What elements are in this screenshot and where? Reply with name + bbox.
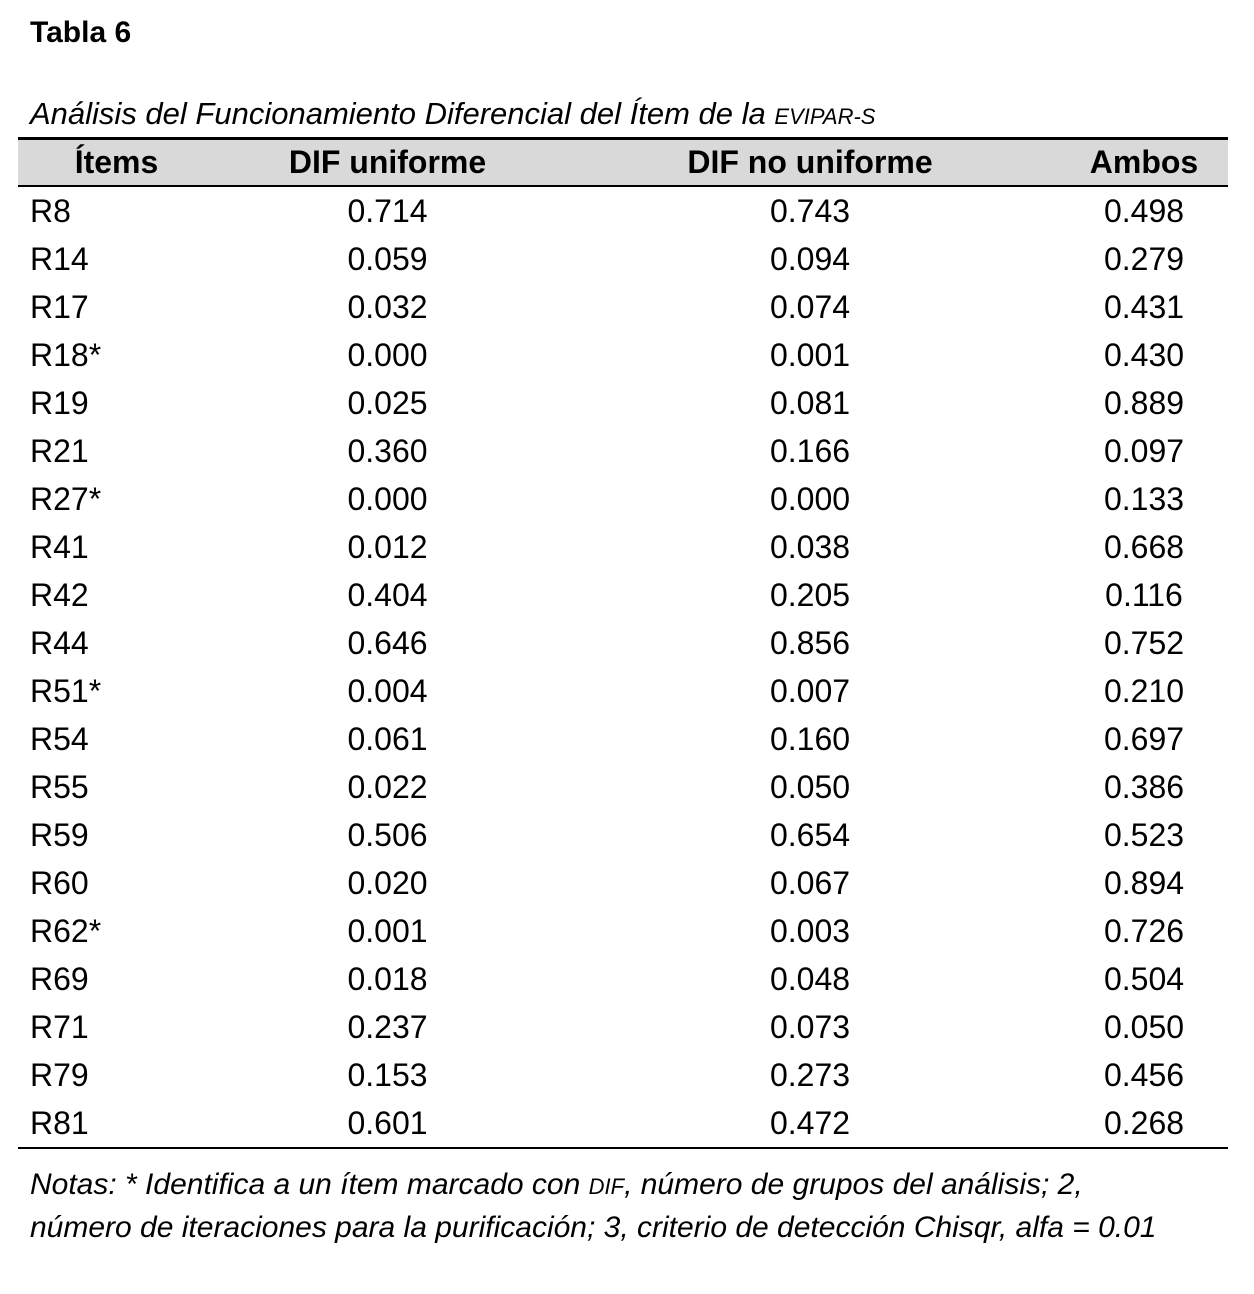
notes-acronym: DIF: [588, 1174, 625, 1199]
cell-dif-no-uniforme: 0.205: [769, 577, 851, 613]
table-row: [18, 859, 1228, 907]
cell-dif-no-uniforme: 0.007: [769, 673, 851, 709]
table-row: [18, 571, 1228, 619]
cell-dif-uniforme: 0.237: [347, 1009, 428, 1045]
cell-item: R81: [30, 1105, 89, 1141]
cell-item: R14: [30, 241, 89, 277]
cell-dif-no-uniforme: 0.160: [769, 721, 851, 757]
cell-dif-no-uniforme: 0.050: [769, 769, 851, 805]
cell-item: R18*: [30, 337, 102, 373]
header-dif-no-uniforme: DIF no uniforme: [687, 144, 933, 180]
table-row: [18, 235, 1228, 283]
cell-item: R8: [30, 193, 71, 229]
table-row: [18, 715, 1228, 763]
cell-dif-uniforme: 0.018: [347, 961, 428, 997]
cell-dif-no-uniforme: 0.743: [769, 193, 851, 229]
cell-dif-uniforme: 0.601: [347, 1105, 428, 1141]
cell-dif-uniforme: 0.506: [347, 817, 428, 853]
table-row: [18, 1051, 1228, 1099]
table-row: [18, 667, 1228, 715]
table-row: [18, 379, 1228, 427]
cell-item: R71: [30, 1009, 89, 1045]
cell-dif-no-uniforme: 0.001: [769, 337, 851, 373]
cell-dif-uniforme: 0.025: [347, 385, 428, 421]
cell-dif-no-uniforme: 0.074: [769, 289, 851, 325]
table-row: [18, 427, 1228, 475]
table-row: [18, 186, 1228, 235]
table-row: [18, 331, 1228, 379]
cell-dif-uniforme: 0.153: [347, 1057, 428, 1093]
cell-item: R55: [30, 769, 89, 805]
cell-ambos: 0.116: [1105, 577, 1183, 613]
cell-dif-uniforme: 0.059: [347, 241, 428, 277]
cell-item: R60: [30, 865, 89, 901]
cell-dif-uniforme: 0.360: [347, 433, 428, 469]
cell-dif-no-uniforme: 0.038: [769, 529, 851, 565]
notes-before: Notas: * Identifica a un ítem marcado con: [30, 1168, 589, 1201]
cell-ambos: 0.697: [1103, 721, 1185, 757]
header-ambos: Ambos: [1089, 144, 1199, 180]
cell-item: R27*: [30, 481, 102, 517]
cell-dif-uniforme: 0.061: [347, 721, 428, 757]
cell-ambos: 0.097: [1103, 433, 1185, 469]
cell-item: R19: [30, 385, 89, 421]
cell-ambos: 0.523: [1103, 817, 1185, 853]
cell-ambos: 0.668: [1103, 529, 1185, 565]
cell-ambos: 0.889: [1103, 385, 1185, 421]
cell-ambos: 0.210: [1103, 673, 1185, 709]
cell-dif-uniforme: 0.714: [347, 193, 428, 229]
table-row: [18, 1099, 1228, 1148]
cell-dif-no-uniforme: 0.472: [769, 1105, 851, 1141]
cell-dif-uniforme: 0.032: [347, 289, 428, 325]
table-row: [18, 763, 1228, 811]
cell-ambos: 0.133: [1103, 481, 1185, 517]
caption-text: Análisis del Funcionamiento Diferencial del Ítem de la: [30, 96, 775, 131]
cell-ambos: 0.431: [1103, 289, 1185, 325]
table-row: [18, 1003, 1228, 1051]
cell-ambos: 0.752: [1103, 625, 1185, 661]
header-items: Ítems: [74, 144, 159, 180]
cell-item: R42: [30, 577, 89, 613]
cell-item: R79: [30, 1057, 89, 1093]
cell-dif-uniforme: 0.022: [347, 769, 428, 805]
cell-ambos: 0.726: [1103, 913, 1185, 949]
cell-dif-no-uniforme: 0.048: [769, 961, 851, 997]
cell-ambos: 0.386: [1103, 769, 1185, 805]
cell-dif-no-uniforme: 0.654: [769, 817, 851, 853]
table-header-row: [18, 139, 1228, 187]
cell-dif-uniforme: 0.404: [347, 577, 428, 613]
cell-dif-no-uniforme: 0.067: [769, 865, 851, 901]
cell-item: R69: [30, 961, 89, 997]
table-row: [18, 283, 1228, 331]
cell-ambos: 0.504: [1103, 961, 1185, 997]
cell-dif-uniforme: 0.012: [347, 529, 428, 565]
cell-ambos: 0.498: [1103, 193, 1185, 229]
cell-item: R21: [30, 433, 89, 469]
cell-dif-uniforme: 0.646: [347, 625, 428, 661]
header-dif-uniforme: DIF uniforme: [288, 144, 487, 180]
table-row: [18, 907, 1228, 955]
table-row: [18, 955, 1228, 1003]
cell-dif-uniforme: 0.004: [347, 673, 428, 709]
table-title: Tabla 6: [30, 16, 132, 49]
cell-item: R62*: [30, 913, 102, 949]
cell-ambos: 0.050: [1103, 1009, 1185, 1045]
cell-dif-no-uniforme: 0.094: [769, 241, 851, 277]
cell-dif-uniforme: 0.001: [347, 913, 428, 949]
cell-dif-no-uniforme: 0.073: [769, 1009, 851, 1045]
dif-table: [18, 137, 1228, 1149]
cell-dif-uniforme: 0.000: [347, 481, 428, 517]
caption-acronym: EVIPAR-S: [774, 104, 876, 129]
cell-item: R44: [30, 625, 89, 661]
cell-ambos: 0.268: [1103, 1105, 1185, 1141]
table-notes: [30, 1164, 1180, 1248]
cell-dif-no-uniforme: 0.166: [769, 433, 851, 469]
cell-item: R41: [30, 529, 89, 565]
cell-item: R54: [30, 721, 89, 757]
cell-ambos: 0.279: [1103, 241, 1185, 277]
cell-item: R17: [30, 289, 89, 325]
cell-ambos: 0.430: [1103, 337, 1185, 373]
table-caption: [30, 96, 875, 132]
cell-ambos: 0.894: [1103, 865, 1185, 901]
cell-dif-no-uniforme: 0.856: [769, 625, 851, 661]
cell-ambos: 0.456: [1103, 1057, 1185, 1093]
table-row: [18, 619, 1228, 667]
cell-dif-no-uniforme: 0.003: [769, 913, 851, 949]
table-row: [18, 475, 1228, 523]
table-row: [18, 523, 1228, 571]
cell-dif-uniforme: 0.000: [347, 337, 428, 373]
cell-dif-no-uniforme: 0.273: [769, 1057, 851, 1093]
cell-dif-uniforme: 0.020: [347, 865, 428, 901]
cell-item: R59: [30, 817, 89, 853]
table-row: [18, 811, 1228, 859]
notes-after: , número de grupos del análisis; 2, número de iteraciones para la purificación; 3, criterio de detección Chisqr, alfa = 0.01: [30, 1168, 1157, 1244]
cell-dif-no-uniforme: 0.000: [769, 481, 851, 517]
cell-item: R51*: [30, 673, 102, 709]
cell-dif-no-uniforme: 0.081: [769, 385, 851, 421]
